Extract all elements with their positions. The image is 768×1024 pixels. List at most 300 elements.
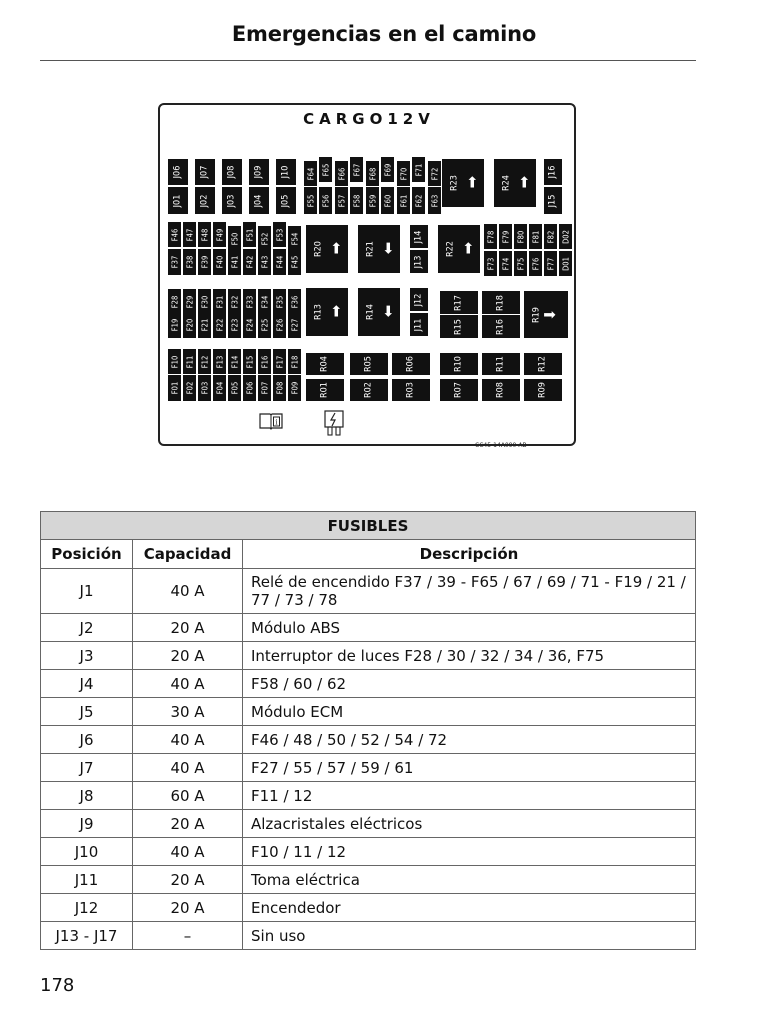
- fuse-box-diagram: [158, 103, 576, 449]
- slot-label: R16: [495, 318, 506, 335]
- slot-label: F19: [169, 318, 179, 332]
- fuse-slot: [440, 379, 478, 401]
- cell-position: J2: [41, 614, 133, 642]
- fuse-slot: [350, 353, 388, 375]
- cell-position: J11: [41, 866, 133, 894]
- arrow-up-icon: ⬆: [465, 173, 479, 192]
- slot-label: F48: [199, 228, 209, 241]
- slot-label: J03: [226, 194, 237, 207]
- fuse-slot: [350, 157, 363, 182]
- slot-label: J07: [199, 165, 210, 179]
- table-row: [41, 642, 696, 670]
- fuse-slot: [350, 187, 363, 214]
- slot-label: F58: [351, 194, 361, 207]
- slot-label: F15: [244, 355, 254, 368]
- arrow-down-icon: ⬇: [381, 239, 395, 258]
- cell-position: J7: [41, 754, 133, 782]
- slot-label: R14: [365, 304, 376, 320]
- fuse-slot: [484, 251, 497, 276]
- fuse-slot: [168, 289, 181, 314]
- slot-label: F18: [289, 355, 299, 368]
- slot-label: F25: [259, 318, 269, 332]
- fuse-slot: [482, 353, 520, 375]
- slot-label: R10: [453, 356, 464, 372]
- fuse-slot: [524, 353, 562, 375]
- cell-position: J10: [41, 838, 133, 866]
- fuse-slot: [249, 159, 269, 185]
- fuse-slot: [273, 289, 286, 314]
- cell-description: Alzacristales eléctricos: [243, 810, 696, 838]
- slot-label: R01: [319, 382, 330, 398]
- fuse-slot: [335, 161, 348, 186]
- diagram-title: CARGO12V: [303, 110, 435, 128]
- slot-label: F23: [229, 318, 239, 332]
- fuse-slot: [198, 222, 211, 247]
- slot-label: F45: [289, 255, 299, 269]
- fuse-slot: [397, 161, 410, 186]
- fuse-slot: [524, 291, 568, 338]
- fuse-slot: [213, 249, 226, 275]
- slot-label: D01: [560, 256, 570, 271]
- fuse-slot: [335, 187, 348, 214]
- cell-position: J6: [41, 726, 133, 754]
- svg-text:i: i: [275, 418, 278, 427]
- fuse-slot: [358, 288, 400, 336]
- slot-label: R05: [363, 356, 374, 372]
- cell-position: J13 - J17: [41, 922, 133, 950]
- fuse-slot: [183, 349, 196, 374]
- slot-label: F01: [169, 381, 179, 395]
- fuse-slot: [168, 249, 181, 275]
- fuse-slot: [228, 375, 241, 401]
- fuse-slot: [258, 226, 271, 251]
- slot-label: F16: [259, 355, 269, 368]
- table-row: [41, 922, 696, 950]
- fuse-slot: [273, 312, 286, 338]
- slot-label: J14: [413, 230, 424, 243]
- fuse-slot: [438, 225, 480, 273]
- cell-description: Módulo ECM: [243, 698, 696, 726]
- page-number: 178: [40, 975, 75, 996]
- slot-label: F81: [530, 230, 540, 243]
- fuse-slot: [288, 312, 301, 338]
- fuse-slot: [198, 249, 211, 275]
- manual-icon: [258, 411, 284, 435]
- cell-description: Relé de encendido F37 / 39 - F65 / 67 / 69 / 71 - F19 / 21 / 77 / 73 / 78: [243, 569, 696, 614]
- slot-label: F13: [214, 355, 224, 368]
- cell-description: Módulo ABS: [243, 614, 696, 642]
- fuse-slot: [392, 379, 430, 401]
- slot-label: R21: [365, 241, 376, 257]
- page-title: Emergencias en el camino: [231, 22, 537, 46]
- fuse-slot: [304, 187, 317, 214]
- fuse-slot: [213, 222, 226, 247]
- cell-position: J12: [41, 894, 133, 922]
- slot-label: F02: [184, 381, 194, 395]
- cell-description: Interruptor de luces F28 / 30 / 32 / 34 / 36, F75: [243, 642, 696, 670]
- slot-label: F21: [199, 318, 209, 332]
- fuse-slot: [273, 249, 286, 275]
- slot-label: F74: [500, 257, 510, 270]
- fuse-slot: [228, 312, 241, 338]
- cell-capacity: 20 A: [133, 866, 243, 894]
- fuse-slot: [288, 289, 301, 314]
- slot-label: R19: [531, 306, 542, 323]
- fuse-slot: [222, 187, 242, 214]
- table-row: [41, 726, 696, 754]
- fuse-slot: [243, 249, 256, 275]
- slot-label: F51: [244, 228, 254, 241]
- cell-position: J3: [41, 642, 133, 670]
- fuse-slot: [366, 187, 379, 214]
- fuse-icon: [323, 409, 345, 441]
- slot-label: F65: [320, 163, 330, 176]
- fuse-slot: [410, 288, 428, 311]
- arrow-up-icon: ⬆: [461, 239, 475, 258]
- fuse-slot: [243, 289, 256, 314]
- slot-label: F57: [336, 194, 346, 207]
- slot-label: F38: [184, 255, 194, 269]
- fuse-slot: [183, 375, 196, 401]
- fuse-slot: [494, 159, 536, 207]
- slot-label: R17: [453, 294, 464, 311]
- fuse-slot: [381, 157, 394, 182]
- slot-label: F09: [289, 381, 299, 395]
- fuse-slot: [222, 159, 242, 185]
- fuse-slot: [288, 249, 301, 275]
- fuse-slot: [529, 224, 542, 249]
- slot-label: F36: [289, 295, 299, 308]
- fuse-slot: [195, 187, 215, 214]
- fuse-slot: [381, 187, 394, 214]
- slot-label: R15: [453, 318, 464, 335]
- slot-label: F55: [305, 194, 315, 207]
- slot-label: F59: [367, 194, 377, 207]
- table-row: [41, 569, 696, 614]
- fuse-slot: [228, 226, 241, 251]
- cell-capacity: 60 A: [133, 782, 243, 810]
- cell-capacity: 30 A: [133, 698, 243, 726]
- slot-label: J02: [199, 194, 210, 207]
- fuse-slot: [482, 379, 520, 401]
- slot-label: F35: [274, 295, 284, 308]
- slot-label: F49: [214, 228, 224, 241]
- table-row: [41, 810, 696, 838]
- fuse-slot: [273, 222, 286, 247]
- slot-label: F69: [382, 163, 392, 176]
- cell-capacity: 40 A: [133, 726, 243, 754]
- fuse-slot: [306, 379, 344, 401]
- slot-label: F07: [259, 381, 269, 395]
- slot-label: F47: [184, 228, 194, 241]
- cell-description: F10 / 11 / 12: [243, 838, 696, 866]
- fuse-slot: [524, 379, 562, 401]
- slot-label: R04: [319, 356, 330, 372]
- slot-label: F27: [289, 318, 299, 332]
- slot-label: F41: [229, 255, 239, 269]
- slot-label: F11: [184, 355, 194, 368]
- cell-capacity: 40 A: [133, 569, 243, 614]
- fuse-slot: [350, 379, 388, 401]
- slot-label: F67: [351, 163, 361, 176]
- fuse-slot: [306, 225, 348, 273]
- slot-label: R22: [445, 241, 456, 257]
- slot-label: F60: [382, 194, 392, 207]
- header-capacity: Capacidad: [133, 540, 243, 569]
- fuse-slot: [258, 249, 271, 275]
- fuse-slot: [183, 289, 196, 314]
- slot-label: F32: [229, 295, 239, 308]
- fuse-slot: [412, 157, 425, 182]
- table-row: [41, 614, 696, 642]
- fuse-slot: [276, 187, 296, 214]
- cell-position: J5: [41, 698, 133, 726]
- fuse-slot: [442, 159, 484, 207]
- slot-label: F30: [199, 295, 209, 308]
- fuse-slot: [529, 251, 542, 276]
- slot-label: F72: [429, 167, 439, 180]
- cell-description: F58 / 60 / 62: [243, 670, 696, 698]
- table-row: [41, 698, 696, 726]
- fuse-slot: [183, 222, 196, 247]
- slot-label: J06: [172, 165, 183, 179]
- slot-label: J10: [280, 165, 291, 179]
- fuse-slot: [440, 315, 478, 338]
- cell-description: Toma eléctrica: [243, 866, 696, 894]
- slot-label: F63: [429, 194, 439, 207]
- slot-label: F53: [274, 228, 284, 241]
- fuse-slot: [228, 349, 241, 374]
- fuse-slot: [213, 375, 226, 401]
- slot-label: F40: [214, 255, 224, 269]
- slot-label: F24: [244, 318, 254, 332]
- header-description: Descripción: [243, 540, 696, 569]
- fuse-slot: [213, 312, 226, 338]
- slot-label: J01: [172, 194, 183, 207]
- fuse-slot: [168, 187, 188, 214]
- fuse-slot: [276, 159, 296, 185]
- slot-label: F62: [413, 194, 423, 207]
- cell-position: J1: [41, 569, 133, 614]
- header-rule: [40, 60, 696, 61]
- fuse-slot: [304, 161, 317, 186]
- fuse-slot: [168, 375, 181, 401]
- slot-label: J04: [253, 194, 264, 207]
- fuse-slot: [544, 159, 562, 185]
- fuse-slot: [544, 251, 557, 276]
- fuse-slot: [482, 315, 520, 338]
- slot-label: F29: [184, 295, 194, 308]
- cell-description: F46 / 48 / 50 / 52 / 54 / 72: [243, 726, 696, 754]
- slot-label: R13: [313, 304, 324, 320]
- fuse-slot: [243, 222, 256, 247]
- fuse-slot: [168, 312, 181, 338]
- diagram-code: CC45-14A090-AB: [475, 442, 527, 449]
- slot-label: R23: [449, 175, 460, 191]
- arrow-up-icon: ⬆: [517, 173, 531, 192]
- slot-label: F64: [305, 167, 315, 180]
- fuse-slot: [392, 353, 430, 375]
- slot-label: J11: [413, 318, 424, 331]
- slot-label: F77: [545, 257, 555, 270]
- slot-label: F82: [545, 230, 555, 243]
- fuse-slot: [440, 353, 478, 375]
- slot-label: F75: [515, 257, 525, 270]
- slot-label: F70: [398, 167, 408, 180]
- arrow-down-icon: ⬇: [381, 302, 395, 321]
- table-row: [41, 894, 696, 922]
- fuse-slot: [410, 225, 428, 248]
- fuse-slot: [258, 289, 271, 314]
- slot-label: J05: [280, 194, 291, 207]
- table-row: [41, 754, 696, 782]
- slot-label: F66: [336, 167, 346, 180]
- fuse-slot: [544, 187, 562, 214]
- cell-description: Encendedor: [243, 894, 696, 922]
- slot-label: R08: [495, 382, 506, 398]
- cell-capacity: 40 A: [133, 838, 243, 866]
- fuse-slot: [195, 159, 215, 185]
- slot-label: F78: [485, 230, 495, 243]
- slot-label: F80: [515, 230, 525, 243]
- fuse-slot: [273, 375, 286, 401]
- slot-label: F42: [244, 255, 254, 269]
- fuse-slot: [412, 187, 425, 214]
- slot-label: F79: [500, 230, 510, 243]
- slot-label: R06: [405, 356, 416, 372]
- slot-label: J08: [226, 165, 237, 179]
- slot-label: F06: [244, 381, 254, 395]
- fuse-slot: [288, 349, 301, 374]
- fuse-slot: [228, 249, 241, 275]
- fuse-slot: [306, 288, 348, 336]
- slot-label: R09: [537, 382, 548, 398]
- fuse-slot: [258, 312, 271, 338]
- slot-label: J16: [547, 165, 558, 179]
- slot-label: F31: [214, 295, 224, 308]
- fuse-slot: [559, 224, 572, 249]
- fuse-slot: [514, 224, 527, 249]
- table-row: [41, 782, 696, 810]
- fuse-slot: [358, 225, 400, 273]
- slot-label: F26: [274, 318, 284, 332]
- fuse-slot: [366, 161, 379, 186]
- fuse-slot: [410, 313, 428, 336]
- slot-label: F73: [485, 257, 495, 270]
- arrow-right-icon: ➡: [543, 305, 556, 323]
- fuse-slot: [306, 353, 344, 375]
- slot-label: F37: [169, 255, 179, 269]
- table-row: [41, 866, 696, 894]
- cell-capacity: 20 A: [133, 642, 243, 670]
- cell-capacity: –: [133, 922, 243, 950]
- slot-label: F17: [274, 355, 284, 368]
- fuse-slot: [288, 375, 301, 401]
- slot-label: F12: [199, 355, 209, 368]
- fuse-slot: [544, 224, 557, 249]
- fuse-slot: [499, 224, 512, 249]
- fuse-slot: [273, 349, 286, 374]
- slot-label: F71: [413, 163, 423, 176]
- fuse-slot: [249, 187, 269, 214]
- table-caption: FUSIBLES: [41, 512, 696, 540]
- header-position: Posición: [41, 540, 133, 569]
- fuse-slot: [319, 187, 332, 214]
- fuse-slot: [198, 312, 211, 338]
- cell-capacity: 20 A: [133, 894, 243, 922]
- fuse-slot: [499, 251, 512, 276]
- slot-label: D02: [560, 229, 570, 244]
- table-row: [41, 670, 696, 698]
- fuse-slot: [183, 249, 196, 275]
- slot-label: F50: [229, 232, 239, 245]
- slot-label: F03: [199, 381, 209, 395]
- slot-label: J12: [413, 293, 424, 306]
- fuse-slot: [428, 187, 441, 214]
- slot-label: F61: [398, 194, 408, 207]
- fuse-slot: [198, 289, 211, 314]
- fuse-slot: [258, 349, 271, 374]
- slot-label: F08: [274, 381, 284, 395]
- slot-label: J13: [413, 255, 424, 268]
- fuse-slot: [198, 349, 211, 374]
- slot-label: F22: [214, 318, 224, 332]
- fuse-slot: [213, 349, 226, 374]
- fuse-slot: [410, 250, 428, 273]
- fuse-slot: [397, 187, 410, 214]
- slot-label: F76: [530, 257, 540, 270]
- fuse-slot: [243, 349, 256, 374]
- slot-label: F20: [184, 318, 194, 332]
- fuse-slot: [440, 291, 478, 314]
- slot-label: R12: [537, 356, 548, 372]
- fuse-slot: [559, 251, 572, 276]
- fuse-slot: [213, 289, 226, 314]
- slot-label: J09: [253, 165, 264, 179]
- fuse-slot: [168, 222, 181, 247]
- slot-label: F46: [169, 228, 179, 241]
- cell-description: F11 / 12: [243, 782, 696, 810]
- fuse-slot: [482, 291, 520, 314]
- cell-capacity: 40 A: [133, 754, 243, 782]
- slot-label: F33: [244, 295, 254, 308]
- slot-label: F68: [367, 167, 377, 180]
- cell-position: J9: [41, 810, 133, 838]
- fuse-table: [40, 511, 696, 950]
- slot-label: F44: [274, 255, 284, 269]
- fuse-slot: [228, 289, 241, 314]
- cell-capacity: 20 A: [133, 614, 243, 642]
- fuse-slot: [258, 375, 271, 401]
- slot-label: R24: [501, 175, 512, 191]
- fuse-slot: [198, 375, 211, 401]
- fuse-slot: [428, 161, 441, 186]
- cell-description: F27 / 55 / 57 / 59 / 61: [243, 754, 696, 782]
- slot-label: R18: [495, 294, 506, 311]
- slot-label: F28: [169, 295, 179, 308]
- slot-label: R03: [405, 382, 416, 398]
- arrow-up-icon: ⬆: [329, 239, 343, 258]
- fuse-slot: [243, 375, 256, 401]
- slot-label: F43: [259, 255, 269, 269]
- slot-label: F34: [259, 295, 269, 308]
- cell-position: J4: [41, 670, 133, 698]
- fuse-slot: [243, 312, 256, 338]
- slot-label: F04: [214, 381, 224, 395]
- cell-capacity: 40 A: [133, 670, 243, 698]
- fuse-slot: [288, 226, 301, 251]
- fuse-slot: [168, 349, 181, 374]
